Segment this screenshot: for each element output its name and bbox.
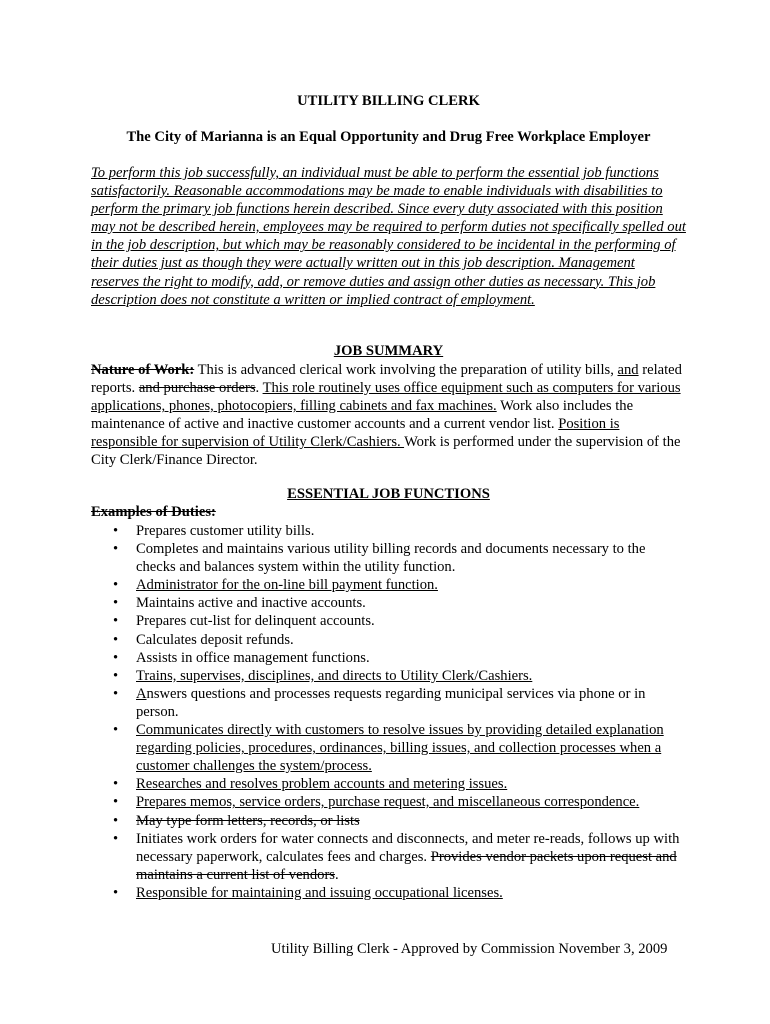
list-item <box>91 631 686 649</box>
duty-text: Communicates directly with customers to resolve issues by providing detailed explanation regarding policies, procedures, ordinances, billing issues, and collection processes when a customer challenges the system/process. <box>136 722 664 775</box>
list-item <box>91 522 686 540</box>
examples-of-duties-label: Examples of Duties: <box>91 504 216 520</box>
bullet-icon: • <box>113 830 119 847</box>
bullet-icon: • <box>113 667 119 684</box>
duty-text: Researches and resolves problem accounts and metering issues. <box>136 776 508 793</box>
duty-text-end: . <box>335 866 339 883</box>
duty-text: Administrator for the on-line bill payment function. <box>136 577 438 594</box>
document-title: UTILITY BILLING CLERK <box>297 93 480 109</box>
duty-text: Initiates work orders for water connects and disconnects, and meter re-reads, follows up with necessary paperwork, calculates fees and charges. <box>136 830 680 865</box>
bullet-icon: • <box>113 776 119 793</box>
duty-text-initial: A <box>136 685 147 702</box>
duty-struck-text: Provides vendor packets upon request and maintains a current list of vendors <box>136 848 677 883</box>
essential-functions-heading: ESSENTIAL JOB FUNCTIONS <box>287 486 490 502</box>
duty-text: Calculates deposit refunds. <box>136 631 294 648</box>
bullet-icon: • <box>113 541 119 558</box>
eeo-statement: The City of Marianna is an Equal Opportunity and Drug Free Workplace Employer <box>126 129 651 145</box>
summary-text-2: related reports. <box>91 362 682 397</box>
list-item <box>91 812 686 830</box>
summary-office-equipment: This role routinely uses office equipment such as computers for various applications, phones, photocopiers, filling cabinets and fax machines. <box>91 380 681 415</box>
bullet-icon: • <box>113 794 119 811</box>
duty-text: Responsible for maintaining and issuing occupational licenses. <box>136 884 503 901</box>
list-item <box>91 667 686 685</box>
duties-list <box>91 522 686 902</box>
summary-added-and: and <box>617 362 639 378</box>
list-item <box>91 830 686 884</box>
list-item <box>91 612 686 630</box>
summary-struck-purchase-orders: and purchase orders <box>138 380 256 397</box>
list-item <box>91 576 686 594</box>
nature-of-work-label: Nature of Work: <box>91 362 195 378</box>
list-item <box>91 649 686 667</box>
duty-text: Trains, supervises, disciplines, and directs to Utility Clerk/Cashiers. <box>136 667 533 684</box>
bullet-icon: • <box>113 685 119 702</box>
duty-text: Prepares memos, service orders, purchase request, and miscellaneous correspondence. <box>136 794 640 811</box>
duty-text: Assists in office management functions. <box>136 649 370 666</box>
intro-paragraph: To perform this job successfully, an individual must be able to perform the essential job functions satisfactorily. Reasonable accommodations may be made to enable individuals with disabilities to perform the primary job functions herein described. Since every duty associated with this position may not be described herein, employees may be required to perform duties not specifically spelled out in the job description, but which may be reasonably considered to be incidental in the performing of their duties just as though they were actually written out in this job description. Management reserves the right to modify, add, or remove duties and assign other duties as necessary. This job description does not constitute a written or implied contract of employment. <box>91 165 686 308</box>
bullet-icon: • <box>113 812 119 829</box>
summary-supervision: Position is responsible for supervision of Utility Clerk/Cashiers. <box>91 416 620 451</box>
bullet-icon: • <box>113 595 119 612</box>
list-item <box>91 540 686 576</box>
bullet-icon: • <box>113 631 119 648</box>
bullet-icon: • <box>113 523 119 539</box>
duty-text: Prepares customer utility bills. <box>136 523 315 539</box>
list-item <box>91 775 686 793</box>
duty-text: nswers questions and processes requests regarding municipal services via phone or in person. <box>136 685 646 720</box>
page-footer: Utility Billing Clerk - Approved by Commission November 3, 2009 <box>271 941 668 957</box>
duty-text: Maintains active and inactive accounts. <box>136 595 366 612</box>
duty-text: May type form letters, records, or lists <box>136 812 360 829</box>
job-summary-paragraph <box>91 361 686 470</box>
summary-text-4: Work also includes the maintenance of active and inactive customer accounts and a current vendor list. <box>91 398 634 433</box>
bullet-icon: • <box>113 613 119 630</box>
bullet-icon: • <box>113 884 119 901</box>
duty-text: Prepares cut-list for delinquent accounts. <box>136 613 375 630</box>
summary-text-3: . <box>255 380 263 397</box>
summary-text-5: Work is performed under the supervision of the City Clerk/Finance Director. <box>91 434 681 469</box>
list-item <box>91 884 686 902</box>
bullet-icon: • <box>113 577 119 594</box>
list-item <box>91 721 686 775</box>
bullet-icon: • <box>113 649 119 666</box>
summary-text-1: This is advanced clerical work involving the preparation of utility bills, <box>194 362 618 378</box>
job-summary-heading: JOB SUMMARY <box>333 343 444 359</box>
bullet-icon: • <box>113 722 119 739</box>
list-item <box>91 594 686 612</box>
list-item <box>91 685 686 721</box>
list-item <box>91 793 686 811</box>
duty-text: Completes and maintains various utility billing records and documents necessary to the checks and balances system within the utility function. <box>136 541 646 576</box>
